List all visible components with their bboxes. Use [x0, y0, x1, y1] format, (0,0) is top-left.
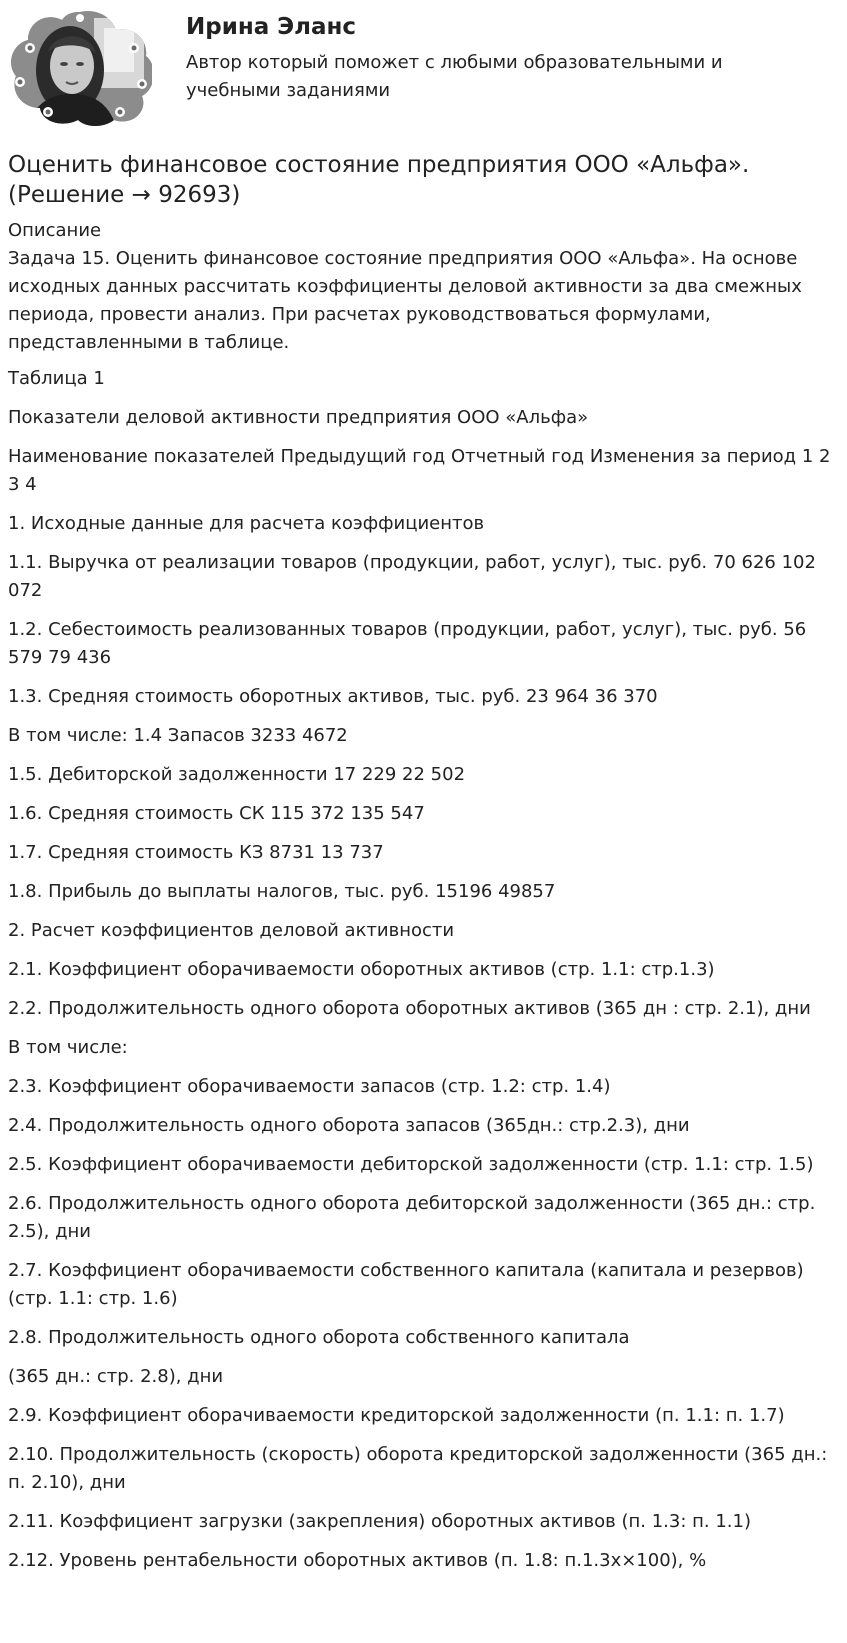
paragraph: 2.5. Коэффициент оборачиваемости дебиторской задолженности (стр. 1.1: стр. 1.5): [8, 1154, 814, 1175]
paragraph: 1.2. Себестоимость реализованных товаров (продукции, работ, услуг), тыс. руб. 56 579 79 436: [8, 619, 807, 668]
paragraph: 2.8. Продолжительность одного оборота собственного капитала: [8, 1327, 630, 1348]
paragraph: В том числе: 1.4 Запасов 3233 4672: [8, 725, 348, 746]
page-title: Оценить финансовое состояние предприятия ООО «Альфа». (Решение → 92693): [8, 152, 750, 208]
author-description: Автор который поможет с любыми образовательными и учебными заданиями: [186, 52, 723, 101]
paragraph: Таблица 1: [8, 368, 105, 389]
paragraph: 2.2. Продолжительность одного оборота оборотных активов (365 дн : стр. 2.1), дни: [8, 998, 811, 1019]
paragraph: 2. Расчет коэффициентов деловой активности: [8, 920, 455, 941]
description-body: [8, 245, 838, 1586]
paragraph: Задача 15. Оценить финансовое состояние предприятия ООО «Альфа». На основе исходных данных рассчитать коэффициенты деловой активности за два смежных периода, провести анализ. При расчетах руководствоваться формулами, представленными в таблице.: [8, 248, 802, 353]
description-label: Описание: [8, 220, 102, 241]
paragraph: Показатели деловой активности предприятия ООО «Альфа»: [8, 407, 589, 428]
paragraph: 1.8. Прибыль до выплаты налогов, тыс. руб. 15196 49857: [8, 881, 556, 902]
paragraph: В том числе:: [8, 1037, 128, 1058]
paragraph: 2.3. Коэффициент оборачиваемости запасов (стр. 1.2: стр. 1.4): [8, 1076, 611, 1097]
paragraph: 1.6. Средняя стоимость СК 115 372 135 547: [8, 803, 425, 824]
paragraph: (365 дн.: стр. 2.8), дни: [8, 1366, 224, 1387]
paragraph: 1. Исходные данные для расчета коэффициентов: [8, 513, 485, 534]
author-name[interactable]: Ирина Эланс: [186, 14, 357, 40]
paragraph: 1.7. Средняя стоимость КЗ 8731 13 737: [8, 842, 384, 863]
paragraph: 1.3. Средняя стоимость оборотных активов, тыс. руб. 23 964 36 370: [8, 686, 658, 707]
author-avatar[interactable]: [8, 8, 152, 126]
paragraph: 2.11. Коэффициент загрузки (закрепления) оборотных активов (п. 1.3: п. 1.1): [8, 1511, 752, 1532]
paragraph: 2.1. Коэффициент оборачиваемости оборотных активов (стр. 1.1: стр.1.3): [8, 959, 715, 980]
paragraph: 1.1. Выручка от реализации товаров (продукции, работ, услуг), тыс. руб. 70 626 102 072: [8, 552, 816, 601]
paragraph: 2.4. Продолжительность одного оборота запасов (365дн.: стр.2.3), дни: [8, 1115, 690, 1136]
paragraph: 1.5. Дебиторской задолженности 17 229 22 502: [8, 764, 466, 785]
author-header: [0, 0, 847, 135]
paragraph: 2.12. Уровень рентабельности оборотных активов (п. 1.8: п.1.3х×100), %: [8, 1550, 707, 1571]
paragraph: Наименование показателей Предыдущий год Отчетный год Изменения за период 1 2 3 4: [8, 446, 831, 495]
paragraph: 2.10. Продолжительность (скорость) оборота кредиторской задолженности (365 дн.: п. 2.10), дни: [8, 1444, 828, 1493]
paragraph: 2.7. Коэффициент оборачиваемости собственного капитала (капитала и резервов) (стр. 1.1: стр. 1.6): [8, 1260, 804, 1309]
paragraph: 2.6. Продолжительность одного оборота дебиторской задолженности (365 дн.: стр. 2.5), дни: [8, 1193, 816, 1242]
paragraph: 2.9. Коэффициент оборачиваемости кредиторской задолженности (п. 1.1: п. 1.7): [8, 1405, 785, 1426]
